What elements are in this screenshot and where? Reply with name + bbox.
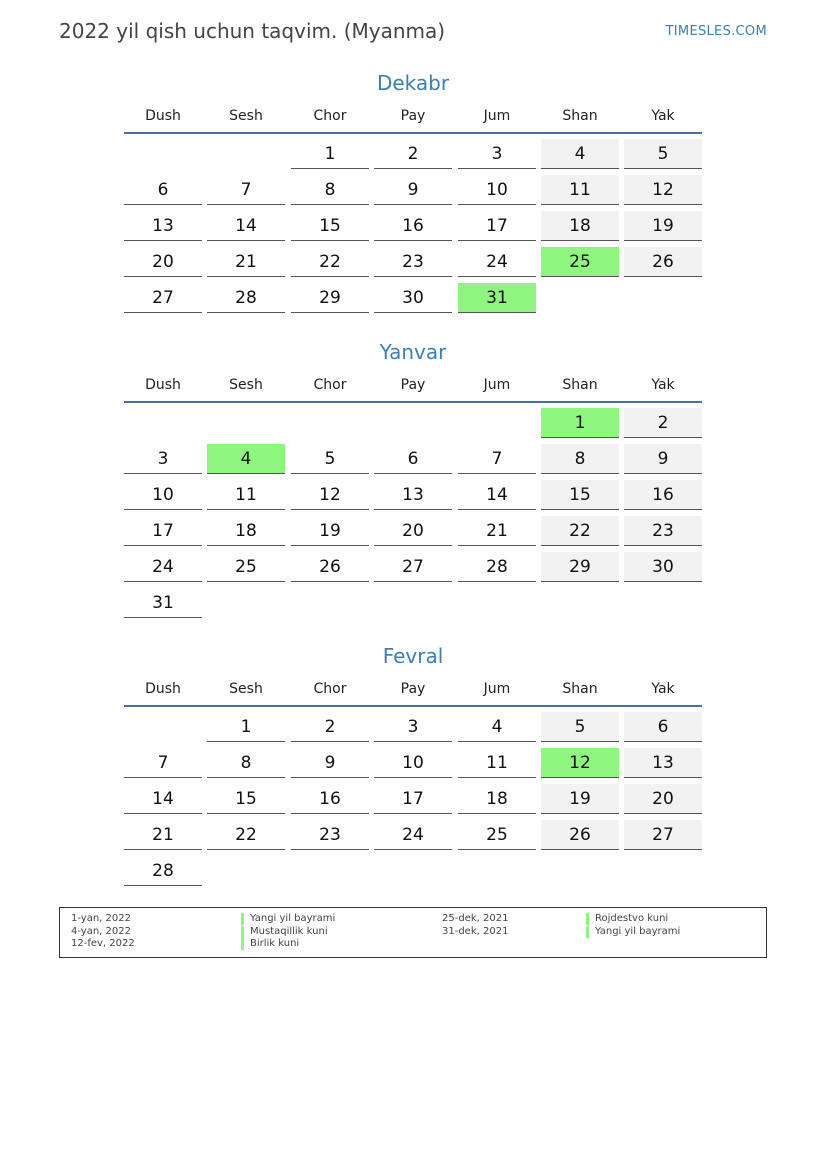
- day-cell: 22: [541, 516, 619, 546]
- day-cell: 7: [458, 444, 536, 474]
- day-cell: 25: [458, 820, 536, 850]
- day-cell: 2: [374, 139, 452, 169]
- day-cell: 15: [541, 480, 619, 510]
- weekday-label: Chor: [313, 377, 347, 393]
- day-cell: 22: [207, 820, 285, 850]
- day-cell: 7: [207, 175, 285, 205]
- day-cell: 20: [124, 247, 202, 277]
- day-cell: 16: [374, 211, 452, 241]
- day-cell: 21: [458, 516, 536, 546]
- weekday-label: Jum: [483, 108, 511, 124]
- day-cell: 21: [124, 820, 202, 850]
- weekday-label: Yak: [651, 377, 675, 393]
- day-cell: 3: [458, 139, 536, 169]
- legend-holiday-name: Rojdestvo kuni: [586, 913, 668, 925]
- weekday-label: Dush: [145, 377, 181, 393]
- weekday-label: Chor: [313, 681, 347, 697]
- holiday-day-cell: 25: [541, 247, 619, 277]
- day-cell: 29: [541, 552, 619, 582]
- holiday-day-cell: 4: [207, 444, 285, 474]
- day-cell: 13: [374, 480, 452, 510]
- month-title: Fevral: [382, 644, 444, 668]
- day-cell: 15: [207, 784, 285, 814]
- day-cell: 5: [291, 444, 369, 474]
- weekday-label: Jum: [483, 377, 511, 393]
- weekday-label: Shan: [562, 681, 598, 697]
- day-cell: 18: [458, 784, 536, 814]
- day-cell: 11: [458, 748, 536, 778]
- day-cell: 3: [124, 444, 202, 474]
- day-cell: 19: [541, 784, 619, 814]
- day-cell: 24: [124, 552, 202, 582]
- day-cell: 17: [124, 516, 202, 546]
- day-cell: 26: [624, 247, 702, 277]
- day-cell: 17: [374, 784, 452, 814]
- day-cell: 27: [374, 552, 452, 582]
- weekday-label: Jum: [483, 681, 511, 697]
- day-cell: 9: [374, 175, 452, 205]
- day-cell: 8: [541, 444, 619, 474]
- weekday-label: Pay: [400, 108, 426, 124]
- weekday-label: Yak: [651, 681, 675, 697]
- weekday-label: Shan: [562, 108, 598, 124]
- day-cell: 14: [207, 211, 285, 241]
- day-cell: 10: [458, 175, 536, 205]
- day-cell: 19: [291, 516, 369, 546]
- day-cell: 27: [624, 820, 702, 850]
- month-fevral: [124, 641, 702, 881]
- day-cell: 23: [291, 820, 369, 850]
- day-cell: 6: [624, 712, 702, 742]
- weekday-label: Dush: [145, 681, 181, 697]
- day-cell: 13: [624, 748, 702, 778]
- day-cell: 22: [291, 247, 369, 277]
- day-cell: 7: [124, 748, 202, 778]
- day-cell: 28: [124, 856, 202, 886]
- day-cell: 17: [458, 211, 536, 241]
- day-cell: 20: [374, 516, 452, 546]
- day-cell: 24: [374, 820, 452, 850]
- page-title: 2022 yil qish uchun taqvim. (Myanma): [59, 19, 446, 43]
- weekday-label: Sesh: [229, 377, 263, 393]
- weekday-label: Sesh: [229, 108, 263, 124]
- day-cell: 11: [207, 480, 285, 510]
- day-cell: 6: [124, 175, 202, 205]
- weekday-label: Yak: [651, 108, 675, 124]
- weekday-label: Shan: [562, 377, 598, 393]
- holiday-legend: [59, 907, 767, 958]
- site-link[interactable]: TIMESLES.COM: [665, 24, 767, 39]
- weekday-header: [124, 367, 702, 403]
- legend-holiday-name: Birlik kuni: [241, 938, 299, 950]
- day-cell: 1: [291, 139, 369, 169]
- day-cell: 21: [207, 247, 285, 277]
- day-cell: 4: [458, 712, 536, 742]
- day-cell: 12: [624, 175, 702, 205]
- day-cell: 27: [124, 283, 202, 313]
- day-cell: 9: [291, 748, 369, 778]
- legend-date: 25-dek, 2021: [442, 913, 509, 924]
- day-cell: 2: [291, 712, 369, 742]
- holiday-day-cell: 31: [458, 283, 536, 313]
- weekday-label: Sesh: [229, 681, 263, 697]
- day-cell: 18: [541, 211, 619, 241]
- day-cell: 4: [541, 139, 619, 169]
- day-cell: 30: [624, 552, 702, 582]
- day-cell: 20: [624, 784, 702, 814]
- day-cell: 31: [124, 588, 202, 618]
- day-cell: 6: [374, 444, 452, 474]
- day-cell: 12: [291, 480, 369, 510]
- day-cell: 10: [374, 748, 452, 778]
- weekday-label: Dush: [145, 108, 181, 124]
- weekday-header: [124, 98, 702, 134]
- weekday-header: [124, 671, 702, 707]
- day-cell: 1: [207, 712, 285, 742]
- legend-holiday-name: Yangi yil bayrami: [241, 913, 335, 925]
- day-cell: 2: [624, 408, 702, 438]
- day-cell: 10: [124, 480, 202, 510]
- legend-date: 31-dek, 2021: [442, 926, 509, 937]
- holiday-day-cell: 12: [541, 748, 619, 778]
- day-cell: 5: [541, 712, 619, 742]
- day-cell: 14: [124, 784, 202, 814]
- day-cell: 23: [374, 247, 452, 277]
- day-cell: 14: [458, 480, 536, 510]
- weekday-label: Chor: [313, 108, 347, 124]
- day-cell: 26: [541, 820, 619, 850]
- day-cell: 3: [374, 712, 452, 742]
- day-cell: 16: [624, 480, 702, 510]
- day-cell: 18: [207, 516, 285, 546]
- legend-holiday-name: Yangi yil bayrami: [586, 926, 680, 938]
- legend-date: 12-fev, 2022: [71, 938, 135, 949]
- day-cell: 19: [624, 211, 702, 241]
- day-cell: 24: [458, 247, 536, 277]
- legend-date: 4-yan, 2022: [71, 926, 131, 937]
- day-cell: 8: [207, 748, 285, 778]
- holiday-day-cell: 1: [541, 408, 619, 438]
- day-cell: 16: [291, 784, 369, 814]
- legend-holiday-name: Mustaqillik kuni: [241, 926, 328, 938]
- day-cell: 23: [624, 516, 702, 546]
- day-cell: 26: [291, 552, 369, 582]
- day-cell: 11: [541, 175, 619, 205]
- day-cell: 9: [624, 444, 702, 474]
- day-cell: 30: [374, 283, 452, 313]
- weekday-label: Pay: [400, 377, 426, 393]
- weekday-label: Pay: [400, 681, 426, 697]
- month-title: Yanvar: [379, 340, 447, 364]
- day-cell: 8: [291, 175, 369, 205]
- day-cell: 15: [291, 211, 369, 241]
- day-cell: 29: [291, 283, 369, 313]
- day-cell: 5: [624, 139, 702, 169]
- day-cell: 28: [207, 283, 285, 313]
- day-cell: 28: [458, 552, 536, 582]
- month-dekabr: [124, 68, 702, 308]
- month-title: Dekabr: [376, 71, 450, 95]
- legend-date: 1-yan, 2022: [71, 913, 131, 924]
- day-cell: 13: [124, 211, 202, 241]
- day-cell: 25: [207, 552, 285, 582]
- month-yanvar: [124, 337, 702, 613]
